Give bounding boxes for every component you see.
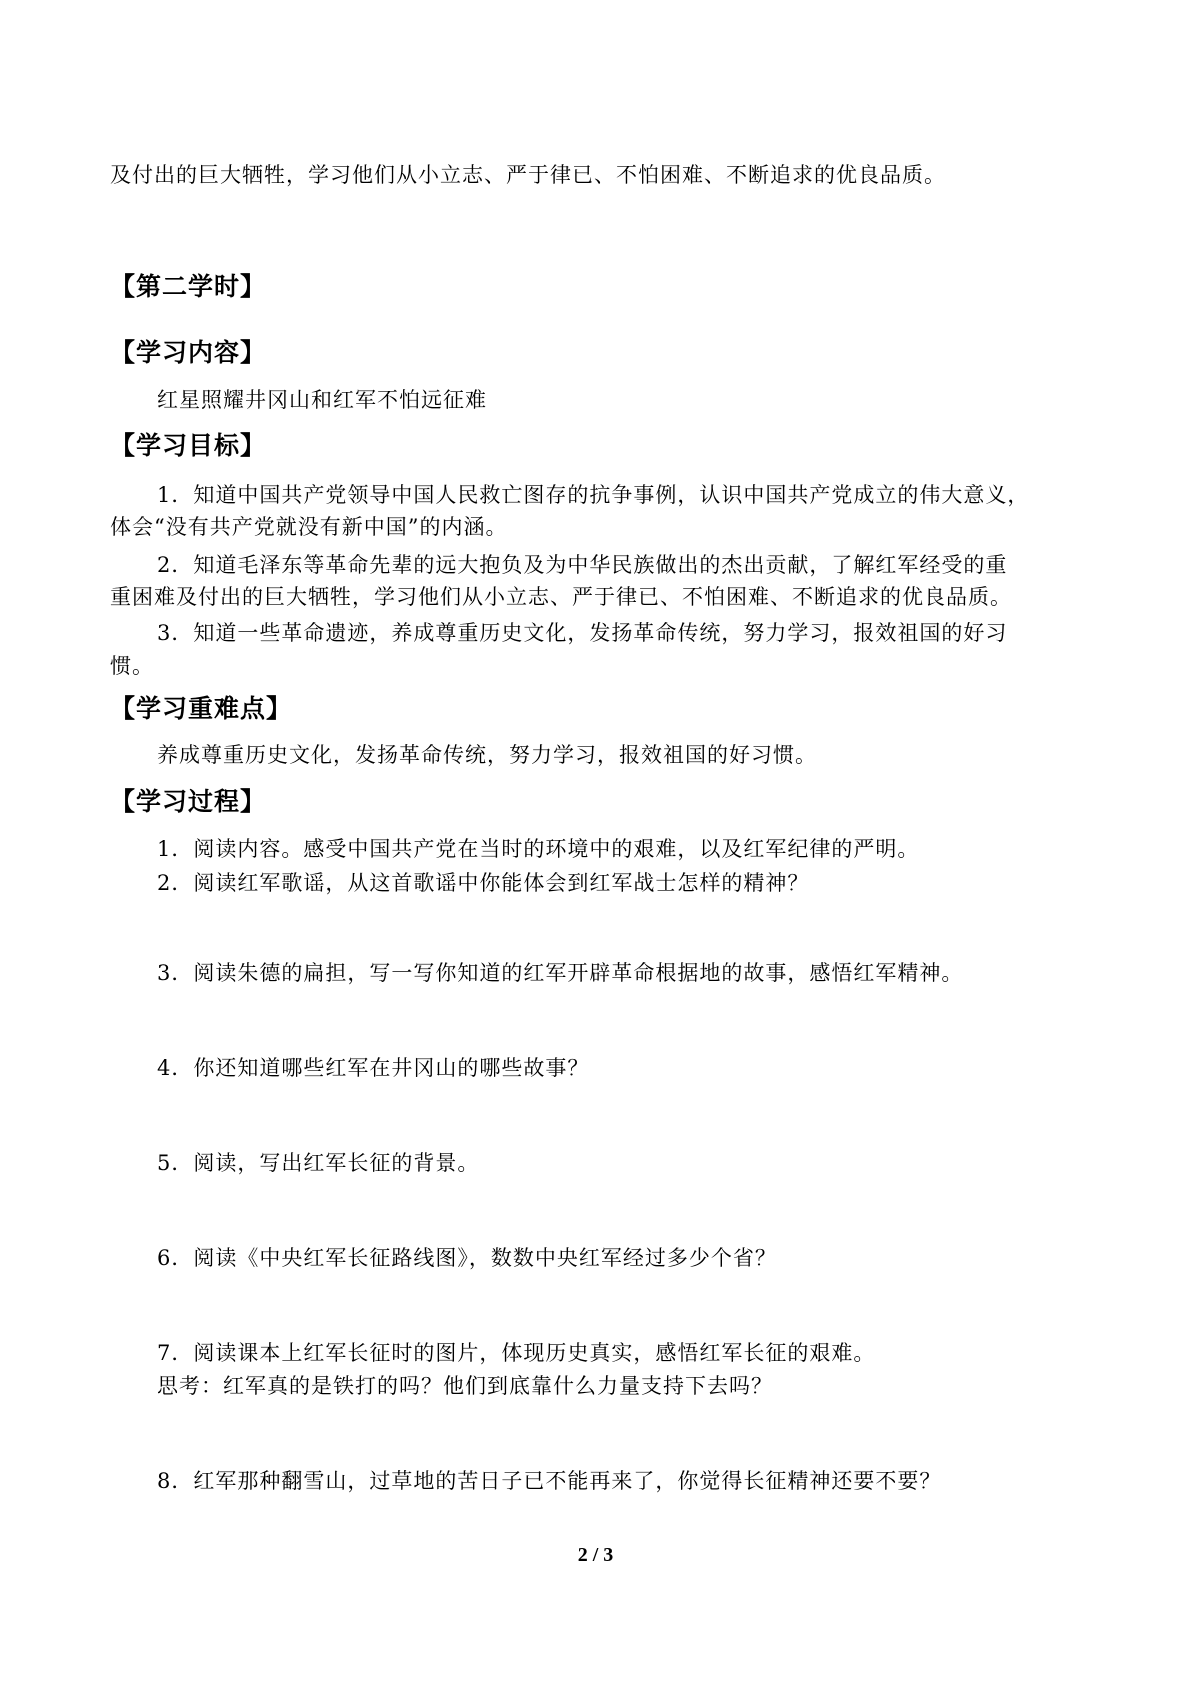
goal-2-line-2: 重困难及付出的巨大牺牲，学习他们从小立志、严于律已、不怕困难、不断追求的优良品质。: [110, 585, 1012, 609]
process-item-2: 2．阅读红军歌谣，从这首歌谣中你能体会到红军战士怎样的精神？: [157, 871, 810, 895]
goal-3-line-2: 惯。: [110, 654, 154, 678]
keypoints-text: 养成尊重历史文化，发扬革命传统，努力学习，报效祖国的好习惯。: [157, 743, 817, 767]
intro-line: 及付出的巨大牺牲，学习他们从小立志、严于律已、不怕困难、不断追求的优良品质。: [110, 163, 946, 187]
process-item-4: 4．你还知道哪些红军在井冈山的哪些故事？: [157, 1056, 590, 1080]
process-item-3: 3．阅读朱德的扁担，写一写你知道的红军开辟革命根据地的故事，感悟红军精神。: [157, 961, 964, 985]
goal-3-line-1: 3．知道一些革命遗迹，养成尊重历史文化，发扬革命传统，努力学习，报效祖国的好习: [157, 621, 1008, 645]
page-number: 2 / 3: [577, 1544, 614, 1566]
heading-content: 【学习内容】: [110, 338, 267, 367]
process-item-5: 5．阅读，写出红军长征的背景。: [157, 1151, 480, 1175]
heading-session: 【第二学时】: [110, 272, 267, 301]
goal-1-line-1: 1．知道中国共产党领导中国人民救亡图存的抗争事例，认识中国共产党成立的伟大意义，: [157, 483, 1030, 507]
process-item-7-think: 思考：红军真的是铁打的吗？他们到底靠什么力量支持下去吗？: [157, 1374, 773, 1398]
content-text: 红星照耀井冈山和红军不怕远征难: [157, 388, 487, 412]
heading-keypoints: 【学习重难点】: [110, 694, 293, 723]
process-item-6: 6．阅读《中央红军长征路线图》，数数中央红军经过多少个省？: [157, 1246, 777, 1270]
goal-2-line-1: 2．知道毛泽东等革命先辈的远大抱负及为中华民族做出的杰出贡献，了解红军经受的重: [157, 553, 1008, 577]
heading-process: 【学习过程】: [110, 787, 267, 816]
process-item-8: 8．红军那种翻雪山，过草地的苦日子已不能再来了，你觉得长征精神还要不要？: [157, 1469, 942, 1493]
process-item-7: 7．阅读课本上红军长征时的图片，体现历史真实，感悟红军长征的艰难。: [157, 1341, 876, 1365]
process-item-1: 1．阅读内容。感受中国共产党在当时的环境中的艰难，以及红军纪律的严明。: [157, 837, 920, 861]
heading-goals: 【学习目标】: [110, 431, 267, 460]
goal-1-line-2: 体会“没有共产党就没有新中国”的内涵。: [110, 515, 508, 539]
